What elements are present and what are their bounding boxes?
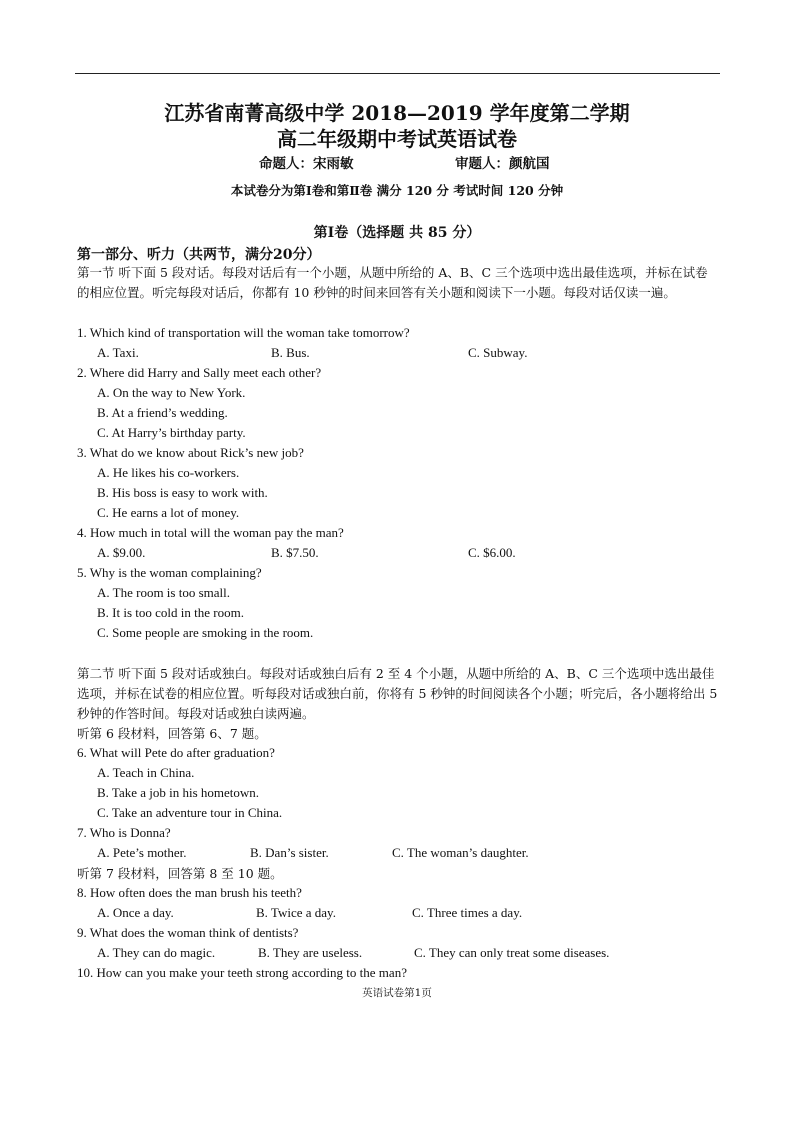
option-1a: A. Taxi. [97, 345, 139, 360]
option-9b: B. They are useless. [258, 945, 363, 960]
option-5c: C. Some people are smoking in the room. [97, 625, 314, 640]
option-6b: B. Take a job in his hometown. [97, 785, 260, 800]
option-8a: A. Once a day. [97, 905, 174, 920]
author: 命题人：宋雨敏 [259, 156, 354, 172]
option-5a: A. The room is too small. [97, 585, 231, 600]
option-4c: C. $6.00. [468, 545, 516, 560]
option-3c: C. He earns a lot of money. [97, 505, 240, 520]
reviewer: 审题人：颜航国 [455, 156, 550, 172]
option-5b: B. It is too cold in the room. [97, 605, 244, 620]
section2-intro: 第二节 听下面 5 段对话或独白。每段对话或独白后有 2 至 4 个小题，从题中所给的 A、B、C 三个选项中选出最佳选项，并标在试卷的相应位置。听每段对话或独白前，你将有 5 秒钟的时间阅读各个小题；听完后，各小题将给出 5 秒钟的作答时间。每段对话或独白读两遍。 [77, 666, 718, 721]
page-footer: 英语试卷第1页 [362, 987, 432, 999]
part1-title: 第一部分、听力（共两节，满分20分） [77, 247, 321, 263]
option-6a: A. Teach in China. [97, 765, 195, 780]
option-1b: B. Bus. [271, 345, 310, 360]
question-6: 6. What will Pete do after graduation? [77, 745, 275, 760]
question-9: 9. What does the woman think of dentists? [77, 925, 299, 940]
exam-title-line2: 高二年级期中考试英语试卷 [277, 127, 517, 151]
top-rule [75, 73, 720, 74]
option-2c: C. At Harry’s birthday party. [97, 425, 246, 440]
option-1c: C. Subway. [468, 345, 528, 360]
option-4a: A. $9.00. [97, 545, 146, 560]
question-1: 1. Which kind of transportation will the woman take tomorrow? [77, 325, 410, 340]
option-8c: C. Three times a day. [412, 905, 523, 920]
option-4b: B. $7.50. [271, 545, 319, 560]
exam-note: 本试卷分为第Ⅰ卷和第Ⅱ卷 满分 120 分 考试时间 120 分钟 [230, 183, 564, 198]
question-4: 4. How much in total will the woman pay the man? [77, 525, 344, 540]
option-9a: A. They can do magic. [97, 945, 216, 960]
option-6c: C. Take an adventure tour in China. [97, 805, 283, 820]
option-3a: A. He likes his co-workers. [97, 465, 240, 480]
question-7: 7. Who is Donna? [77, 825, 171, 840]
material-7-instruction: 听第 7 段材料，回答第 8 至 10 题。 [77, 866, 283, 881]
question-2: 2. Where did Harry and Sally meet each other? [77, 365, 322, 380]
option-2a: A. On the way to New York. [97, 385, 246, 400]
question-3: 3. What do we know about Rick’s new job? [77, 445, 304, 460]
exam-title-line1: 江苏省南菁高级中学 2018—2019 学年度第二学期 [164, 101, 630, 125]
question-10: 10. How can you make your teeth strong according to the man? [77, 965, 407, 980]
option-7c: C. The woman’s daughter. [392, 845, 529, 860]
option-2b: B. At a friend’s wedding. [97, 405, 228, 420]
option-7a: A. Pete’s mother. [97, 845, 187, 860]
section1-intro: 第一节 听下面 5 段对话。每段对话后有一个小题，从题中所给的 A、B、C 三个选项中选出最佳选项，并标在试卷的相应位置。听完每段对话后，你都有 10 秒钟的时间来回答有关小题和阅读下一小题。每段对话仅读一遍。 [77, 265, 708, 300]
question-5: 5. Why is the woman complaining? [77, 565, 262, 580]
option-8b: B. Twice a day. [256, 905, 336, 920]
option-9c: C. They can only treat some diseases. [414, 945, 610, 960]
option-7b: B. Dan’s sister. [250, 845, 329, 860]
material-6-instruction: 听第 6 段材料，回答第 6、7 题。 [77, 726, 267, 741]
question-8: 8. How often does the man brush his teeth? [77, 885, 302, 900]
option-3b: B. His boss is easy to work with. [97, 485, 268, 500]
volume1-title: 第Ⅰ卷（选择题 共 85 分） [313, 225, 481, 241]
